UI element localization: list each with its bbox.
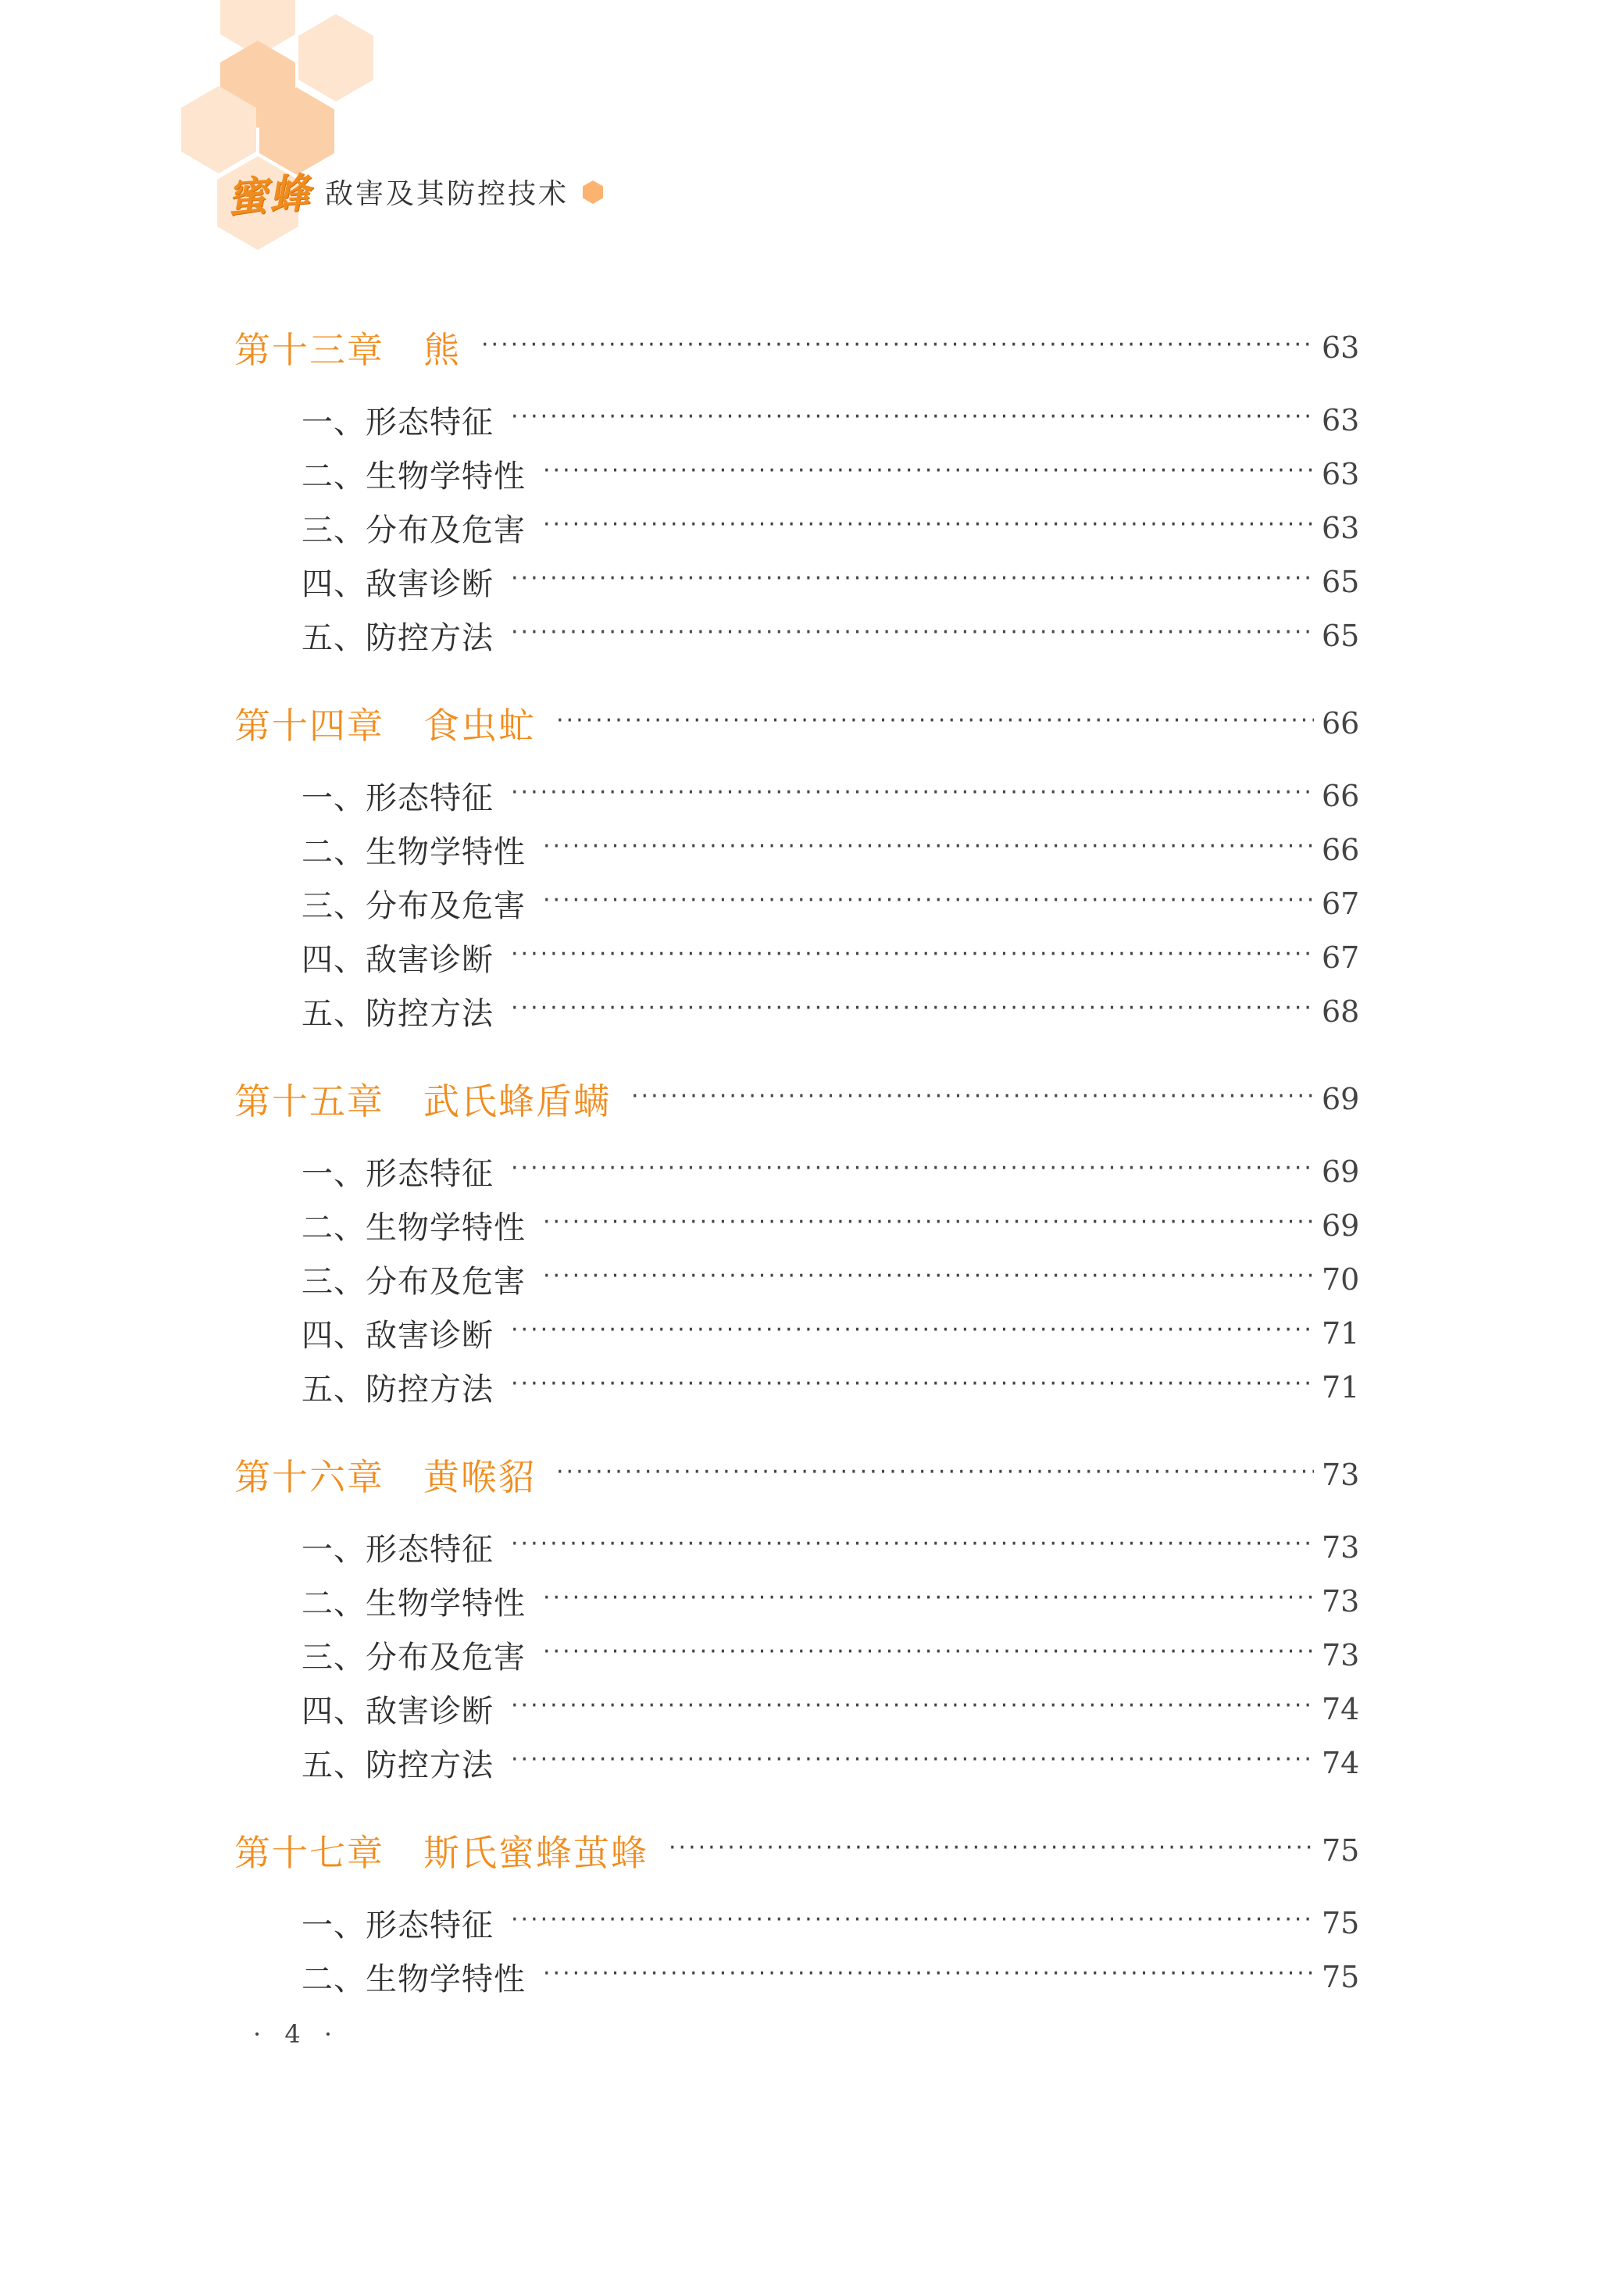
chapter-page-number: 69: [1322, 1082, 1360, 1116]
toc-section-row[interactable]: [234, 1628, 1359, 1682]
book-brand: 蜜蜂: [225, 169, 313, 223]
dot-leader: [543, 1960, 1314, 1987]
section-page-number: 68: [1322, 994, 1360, 1029]
dot-leader: [511, 779, 1314, 806]
chapter-page-number: 63: [1322, 330, 1360, 365]
toc-section-row[interactable]: [234, 876, 1359, 930]
dot-leader: [543, 1638, 1314, 1665]
toc-section-row[interactable]: [234, 1520, 1359, 1574]
chapter-title: [234, 698, 536, 749]
toc-section-row[interactable]: [234, 1682, 1359, 1736]
chapter-number: 第十四章: [234, 705, 384, 747]
toc-section-row[interactable]: [234, 1252, 1359, 1306]
section-page-number: 70: [1322, 1262, 1360, 1297]
dot-leader: [543, 887, 1314, 914]
chapter-name: 斯氏蜜蜂茧蜂: [423, 1832, 648, 1874]
section-title: 四、敌害诊断: [302, 566, 494, 602]
toc-section-row[interactable]: [234, 1306, 1359, 1360]
chapter-name: 黄喉貂: [423, 1456, 536, 1498]
toc-section-row[interactable]: [234, 984, 1359, 1038]
toc-chapter-row[interactable]: [234, 684, 1359, 762]
hexagon-bullet-icon: [580, 179, 606, 205]
dot-leader: [511, 1746, 1314, 1773]
chapter-name: 食虫虻: [423, 705, 536, 747]
toc-section-row[interactable]: [234, 1360, 1359, 1414]
chapter-name: 武氏蜂盾螨: [423, 1080, 611, 1123]
dot-leader: [511, 565, 1314, 592]
section-title: 三、分布及危害: [302, 1640, 526, 1676]
chapter-page-number: 75: [1322, 1833, 1360, 1868]
section-page-number: 66: [1322, 778, 1360, 813]
section-title: 一、形态特征: [302, 1908, 494, 1943]
chapter-name: 熊: [423, 329, 461, 371]
dot-leader: [481, 331, 1314, 359]
section-page-number: 66: [1322, 832, 1360, 867]
section-page-number: 75: [1322, 1959, 1360, 1994]
dot-leader: [543, 457, 1314, 484]
section-title: 五、防控方法: [302, 1747, 494, 1783]
section-page-number: 63: [1322, 456, 1360, 491]
section-page-number: 67: [1322, 940, 1360, 975]
toc-section-row[interactable]: [234, 1144, 1359, 1198]
toc-chapter-row[interactable]: [234, 1060, 1359, 1138]
dot-leader: [556, 707, 1314, 734]
toc-section-row[interactable]: [234, 447, 1359, 501]
chapter-title: [234, 322, 461, 373]
section-page-number: 69: [1322, 1154, 1360, 1189]
section-title: 五、防控方法: [302, 620, 494, 656]
section-title: 一、形态特征: [302, 1156, 494, 1192]
dot-leader: [543, 1208, 1314, 1236]
section-page-number: 69: [1322, 1208, 1360, 1243]
section-title: 二、生物学特性: [302, 834, 526, 870]
section-page-number: 65: [1322, 564, 1360, 599]
toc-section-row[interactable]: [234, 823, 1359, 876]
dot-leader: [511, 1155, 1314, 1182]
dot-leader: [556, 1458, 1314, 1486]
dot-leader: [511, 403, 1314, 430]
page-number: · 4 ·: [253, 2019, 341, 2049]
toc-section-row[interactable]: [234, 1736, 1359, 1790]
section-title: 四、敌害诊断: [302, 1318, 494, 1354]
section-title: 一、形态特征: [302, 1532, 494, 1568]
toc-section-row[interactable]: [234, 1574, 1359, 1628]
toc-section-row[interactable]: [234, 769, 1359, 823]
chapter-page-number: 73: [1322, 1458, 1360, 1492]
section-title: 三、分布及危害: [302, 512, 526, 548]
honeycomb-decoration-icon: [0, 0, 406, 266]
dot-leader: [543, 1584, 1314, 1611]
dot-leader: [511, 1692, 1314, 1719]
toc-section-row[interactable]: [234, 555, 1359, 609]
section-title: 四、敌害诊断: [302, 942, 494, 978]
dot-leader: [511, 1316, 1314, 1344]
chapter-number: 第十五章: [234, 1080, 384, 1123]
toc-section-row[interactable]: [234, 1198, 1359, 1252]
dot-leader: [543, 511, 1314, 538]
toc-chapter-row[interactable]: [234, 1811, 1359, 1890]
dot-leader: [631, 1083, 1314, 1110]
section-page-number: 63: [1322, 402, 1360, 437]
toc-section-row[interactable]: [234, 393, 1359, 447]
chapter-page-number: 66: [1322, 706, 1360, 741]
section-title: 二、生物学特性: [302, 1210, 526, 1246]
running-header: [227, 162, 606, 221]
dot-leader: [511, 619, 1314, 646]
toc-section-row[interactable]: [234, 501, 1359, 555]
section-page-number: 71: [1322, 1369, 1360, 1404]
section-title: 一、形态特征: [302, 405, 494, 441]
dot-leader: [511, 1530, 1314, 1558]
dot-leader: [511, 940, 1314, 968]
chapter-title: [234, 1825, 648, 1876]
section-page-number: 73: [1322, 1583, 1360, 1619]
section-page-number: 67: [1322, 886, 1360, 921]
section-page-number: 74: [1322, 1745, 1360, 1780]
toc-section-row[interactable]: [234, 1896, 1359, 1950]
section-page-number: 73: [1322, 1529, 1360, 1565]
dot-leader: [669, 1834, 1314, 1861]
dot-leader: [511, 994, 1314, 1022]
section-page-number: 71: [1322, 1315, 1360, 1351]
toc-section-row[interactable]: [234, 1950, 1359, 2004]
section-page-number: 65: [1322, 618, 1360, 653]
section-title: 五、防控方法: [302, 996, 494, 1032]
dot-leader: [511, 1906, 1314, 1933]
chapter-number: 第十三章: [234, 329, 384, 371]
table-of-contents: [234, 309, 1359, 2004]
chapter-number: 第十七章: [234, 1832, 384, 1874]
section-page-number: 75: [1322, 1905, 1360, 1940]
section-title: 三、分布及危害: [302, 1264, 526, 1300]
toc-chapter-row[interactable]: [234, 1436, 1359, 1514]
dot-leader: [511, 1370, 1314, 1397]
toc-section-row[interactable]: [234, 609, 1359, 662]
section-page-number: 73: [1322, 1637, 1360, 1672]
dot-leader: [543, 1262, 1314, 1290]
section-page-number: 74: [1322, 1691, 1360, 1726]
dot-leader: [543, 833, 1314, 860]
book-subtitle: 敌害及其防控技术: [325, 178, 569, 210]
section-page-number: 63: [1322, 510, 1360, 545]
section-title: 二、生物学特性: [302, 459, 526, 494]
section-title: 三、分布及危害: [302, 888, 526, 924]
section-title: 二、生物学特性: [302, 1586, 526, 1622]
section-title: 五、防控方法: [302, 1372, 494, 1408]
chapter-title: [234, 1073, 611, 1125]
section-title: 四、敌害诊断: [302, 1694, 494, 1729]
toc-chapter-row[interactable]: [234, 309, 1359, 387]
section-title: 二、生物学特性: [302, 1961, 526, 1997]
section-title: 一、形态特征: [302, 780, 494, 816]
chapter-number: 第十六章: [234, 1456, 384, 1498]
toc-section-row[interactable]: [234, 930, 1359, 984]
chapter-title: [234, 1449, 536, 1501]
